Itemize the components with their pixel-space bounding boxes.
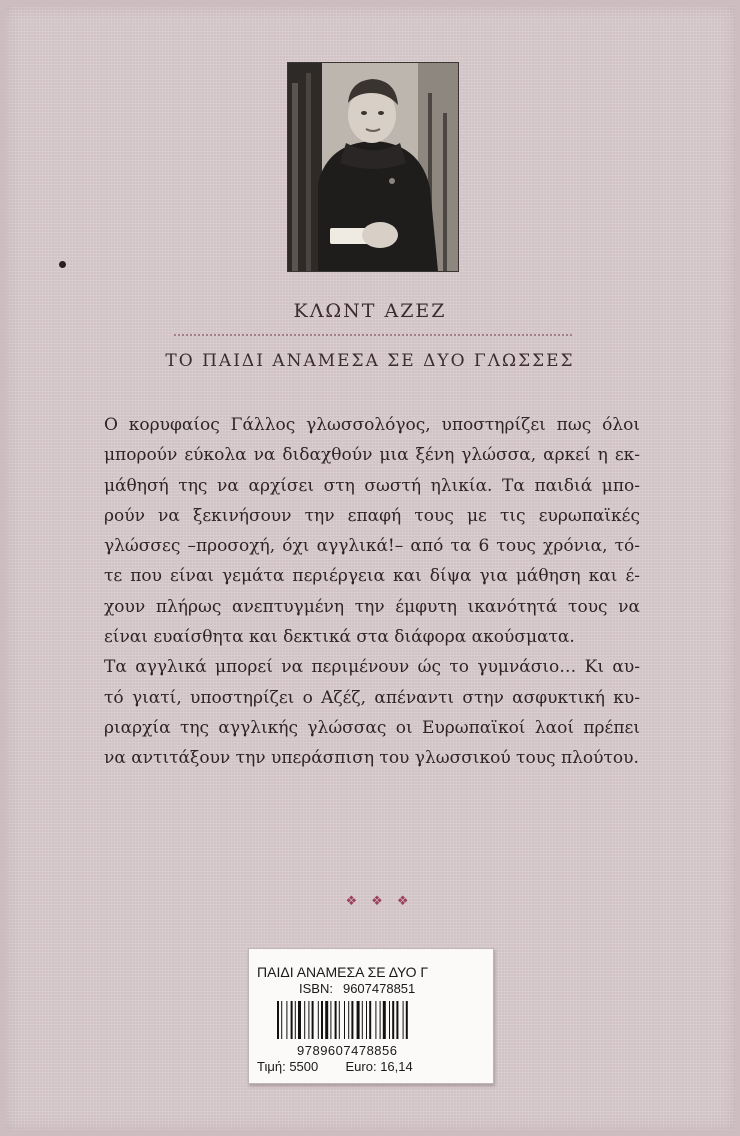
barcode-icon <box>277 1001 469 1039</box>
blurb-line: γλώσσες –προσοχή, όχι αγγλικά!– από τα 6 τους χρόνια, τό- <box>104 536 640 557</box>
blurb-line: χουν πλήρως ανεπτυγμένη την έμφυτη ικανότητά τους να <box>104 596 640 617</box>
author-name: ΚΛΩΝΤ ΑΖΕΖ <box>293 300 447 322</box>
blurb-line: να αντιτάξουν την υπεράσπιση του γλωσσικού τους πλούτου. <box>104 748 639 769</box>
euro-value: 16,14 <box>380 1059 413 1074</box>
boy-portrait-image <box>288 63 458 271</box>
author-photo <box>288 63 458 271</box>
price-label: Τιμή: <box>257 1059 286 1074</box>
blurb-line: μάθησή της να αρχίσει στη σωστή ηλικία. Τα παιδιά μπο- <box>104 475 640 496</box>
euro-label: Euro: <box>345 1059 377 1074</box>
blurb-line: είναι ευαίσθητα και δεκτικά στα διάφορα ακούσματα. <box>104 627 575 648</box>
sticker-title: ΠΑΙΔΙ ΑΝΑΜΕΣΑ ΣΕ ΔΥΟ Γ <box>257 964 429 980</box>
ornament-icon: ❖❖❖ <box>345 894 423 909</box>
blurb-text <box>104 410 640 774</box>
sticker-price <box>257 1059 413 1074</box>
blurb-line: ρούν να ξεκινήσουν την επαφή τους με τις ευρωπαϊκές <box>104 505 640 526</box>
blurb-line: μπορούν εύκολα να διδαχθούν μια ξένη γλώσσα, αρκεί η εκ- <box>104 445 640 466</box>
isbn-value: 9607478851 <box>342 981 416 996</box>
ink-spot <box>59 261 66 268</box>
title-divider <box>174 334 572 336</box>
book-title: ΤΟ ΠΑΙΔΙ ΑΝΑΜΕΣΑ ΣΕ ΔΥΟ ΓΛΩΣΣΕΣ <box>165 351 575 371</box>
blurb-line: Τα αγγλικά μπορεί να περιμένουν ώς το γυμνάσιο… Κι αυ- <box>104 657 640 678</box>
blurb-line: Ο κορυφαίος Γάλλος γλωσσολόγος, υποστηρίζει πως όλοι <box>104 415 640 435</box>
blurb-line: ριαρχία της αγγλικής γλώσσας οι Ευρωπαϊκοί λαοί πρέπει <box>104 717 640 738</box>
price-sticker <box>248 948 494 1084</box>
sticker-ean: 9789607478856 <box>297 1043 398 1058</box>
price-value: 5500 <box>289 1059 319 1074</box>
sticker-isbn <box>299 981 425 996</box>
blurb-line: τε που είναι γεμάτα περιέργεια και δίψα για μάθηση και έ- <box>104 566 640 587</box>
isbn-label: ISBN: <box>299 981 333 996</box>
blurb-line: τό γιατί, υποστηρίζει ο Αζέζ, απέναντι στην ασφυκτική κυ- <box>104 687 640 708</box>
